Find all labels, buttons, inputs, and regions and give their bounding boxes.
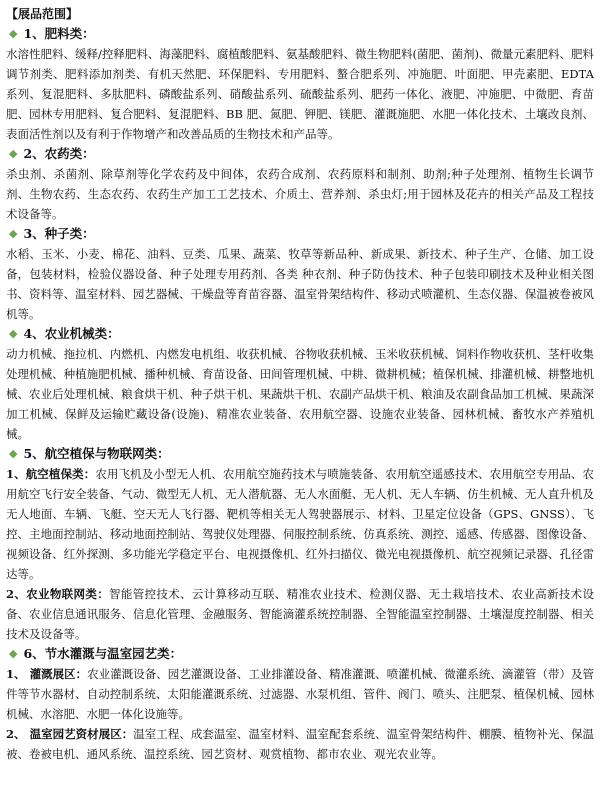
section-heading-text: 6、节水灌溉与温室园艺类：	[23, 646, 183, 661]
section-paragraph	[6, 244, 594, 324]
section-paragraph	[6, 344, 594, 444]
section-heading	[6, 644, 594, 664]
diamond-bullet-icon: ◆	[9, 447, 18, 460]
section-heading-text: 1、肥料类：	[23, 26, 95, 41]
diamond-bullet-icon: ◆	[9, 227, 18, 240]
section-paragraph	[6, 164, 594, 224]
section-heading	[6, 144, 594, 164]
paragraph-lead: 1、航空植保类：	[6, 467, 96, 481]
section-heading	[6, 324, 594, 344]
diamond-bullet-icon: ◆	[9, 327, 18, 340]
section-heading	[6, 24, 594, 44]
section-heading-text: 2、农药类：	[23, 146, 95, 161]
section-paragraph	[6, 584, 594, 644]
paragraph-text: 动力机械、拖拉机、内燃机、内燃发电机组、收获机械、谷物收获机械、玉米收获机械、饲料作物收获机、茎杆收集处理机械、种植施肥机械、播种机械、育苗设备、田间管理机械、中耕、微耕机械；植保机械、排灌机械、耕整地机械、农业后处理机械、粮食烘干机、种子烘干机、果蔬烘干机、农副产品烘干机、粮油及农副食品加工机械、果蔬深加工机械、保鲜及运输贮藏设备(设施)、精准农业装备、农用航空器、设施农业装备、园林机械、畜牧水产养殖机械。	[6, 347, 594, 441]
paragraph-lead: 2、农业物联网类：	[6, 587, 110, 601]
paragraph-lead: 1、 灌溉展区：	[6, 667, 88, 681]
paragraph-text: 温室工程、成套温室、温室材料、温室配套系统、温室骨架结构件、棚膜、植物补光、保温被、卷被电机、通风系统、温控系统、园艺资材、观赏植物、都市农业、观光农业等。	[6, 727, 594, 761]
section-heading-text: 4、农业机械类：	[23, 326, 120, 341]
paragraph-lead: 2、 温室园艺资材展区：	[6, 727, 134, 741]
section-machinery	[6, 324, 594, 444]
section-irrigation-greenhouse	[6, 644, 594, 764]
paragraph-text: 农用飞机及小型无人机、农用航空施药技术与喷施装备、农用航空遥感技术、农用航空专用品、农用航空飞行安全装备、气动、微型无人机、无人潜航器、无人水面艇、无人机、无人车辆、仿生机械、无人直升机及无人地面、车辆、飞艇、空天无人飞行器、靶机等相关无人驾驶器展示、材料、卫星定位设备（GPS、GNSS）、飞控、主地面控制站、移动地面控制站、驾驶仪处理器、伺服控制系统、仿真系统、测控、遥感、传感器、图像设备、视频设备、红外探测、多功能光学稳定平台、电视摄像机、红外扫描仪、微光电视摄像机、航空视频记录器、孔径雷达等。	[6, 467, 594, 581]
section-paragraph	[6, 464, 594, 584]
paragraph-text: 农业灌溉设备、园艺灌溉设备、工业排灌设备、精准灌溉、喷灌机械、微灌系统、滴灌管（带）及管件等节水器材、自动控制系统、太阳能灌溉系统、过滤器、水泵机组、管件、阀门、喷头、注肥泵、植保机械、园林机械、水溶肥、水肥一体化设施等。	[6, 667, 594, 721]
section-seeds	[6, 224, 594, 324]
paragraph-text: 水溶性肥料、缓释/控释肥料、海藻肥料、腐植酸肥料、氨基酸肥料、微生物肥料(菌肥、菌剂)、微量元素肥料、肥料调节剂类、肥料添加剂类、有机天然肥、环保肥料、专用肥料、螯合肥系列、冲施肥、叶面肥、甲壳素肥、EDTA 系列、复混肥料、多肽肥料、磷酸盐系列、硝酸盐系列、硫酸盐系列、肥药一体化、液肥、冲施肥、中微肥、育苗肥、园林专用肥料、复合肥料、复混肥料、BB 肥、氮肥、钾肥、镁肥、灌溉施肥、水肥一体化技术、土壤改良剂、表面活性剂以及有利于作物增产和改善品质的生物技术和产品等。	[6, 47, 594, 141]
diamond-bullet-icon: ◆	[9, 27, 18, 40]
paragraph-text: 智能管控技术、云计算移动互联、精准农业技术、检测仪器、无土栽培技术、农业高新技术设备、农业信息通讯服务、信息化管理、金融服务、智能滴灌系统控制器、全智能温室控制器、土壤湿度控制器、相关技术及设备等。	[6, 587, 594, 641]
section-paragraph	[6, 724, 594, 764]
section-aviation-iot	[6, 444, 594, 644]
paragraph-text: 杀虫剂、杀菌剂、除草剂等化学农药及中间体，农药合成剂、农药原料和制剂、助剂;种子处理剂、植物生长调节剂、生物农药、生态农药、农药生产加工工艺技术、介质土、营养剂、杀虫灯;用于园林及花卉的相关产品及工程技术设备等。	[6, 167, 594, 221]
section-paragraph	[6, 664, 594, 724]
section-heading	[6, 224, 594, 244]
diamond-bullet-icon: ◆	[9, 647, 18, 660]
section-paragraph	[6, 44, 594, 144]
section-heading	[6, 444, 594, 464]
paragraph-text: 水稻、玉米、小麦、棉花、油料、豆类、瓜果、蔬菜、牧草等新品种、新成果、新技术、种子生产、仓储、加工设备，包装材料，检验仪器设备、种子处理专用药剂、各类 种衣剂、种子防伪技术、种子包装印刷技术及种业相关图书、资料等、温室材料、园艺器械、干燥盘等育苗容器、温室骨架结构件、移动式喷灌机、生态仪器、保温被卷被风机等。	[6, 247, 594, 321]
section-heading-text: 5、航空植保与物联网类：	[23, 446, 170, 461]
diamond-bullet-icon: ◆	[9, 147, 18, 160]
section-fertilizer	[6, 24, 594, 144]
page-title: 【展品范围】	[6, 7, 79, 21]
section-heading-text: 3、种子类：	[23, 226, 95, 241]
section-pesticide	[6, 144, 594, 224]
